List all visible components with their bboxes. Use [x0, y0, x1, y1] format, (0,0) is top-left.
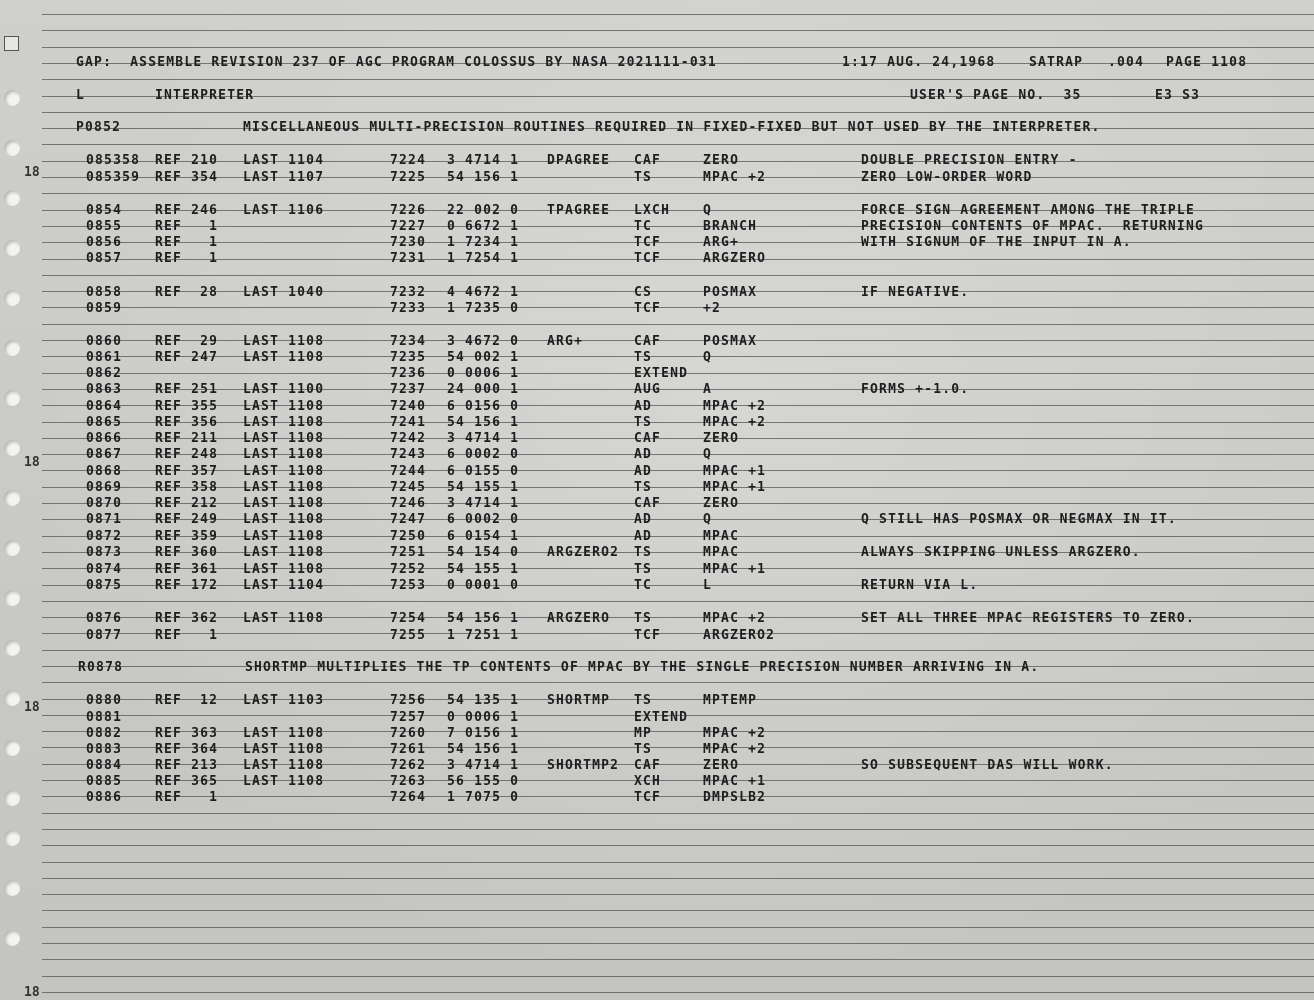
- comment-text: RETURN VIA L.: [861, 578, 979, 593]
- opcode: TCF: [634, 628, 662, 643]
- last-ref-field: LAST 1108: [243, 562, 325, 577]
- operand: MPAC +2: [703, 399, 767, 414]
- address: 7231: [390, 251, 427, 266]
- operand: MPAC +2: [703, 726, 767, 741]
- section-name: INTERPRETER: [155, 88, 255, 103]
- address: 7247: [390, 512, 427, 527]
- ref-field: REF 1: [155, 219, 219, 234]
- machine-code: 6 0155 0: [447, 464, 520, 479]
- ref-field: REF 210: [155, 153, 219, 168]
- opcode: TC: [634, 578, 653, 593]
- opcode: TC: [634, 219, 653, 234]
- opcode: CAF: [634, 758, 662, 773]
- address: 7263: [390, 774, 427, 789]
- opcode: CAF: [634, 334, 662, 349]
- code-row: [0, 710, 1314, 726]
- machine-code: 54 156 1: [447, 415, 520, 430]
- page-code: E3 S3: [1155, 88, 1201, 103]
- address: 7224: [390, 153, 427, 168]
- ref-field: REF 360: [155, 545, 219, 560]
- comment-text: PRECISION CONTENTS OF MPAC. RETURNING: [861, 219, 1205, 234]
- operand: MPAC +2: [703, 611, 767, 626]
- label-field: ARGZERO2: [547, 545, 620, 560]
- code-row: [0, 529, 1314, 545]
- opcode: TCF: [634, 235, 662, 250]
- opcode: TCF: [634, 251, 662, 266]
- line-number: 0880: [86, 693, 123, 708]
- header-title: GAP: ASSEMBLE REVISION 237 OF AGC PROGRAM COLOSSUS BY NASA 2021111-031: [76, 55, 717, 70]
- opcode: AD: [634, 512, 653, 527]
- line-number: 0857: [86, 251, 123, 266]
- machine-code: 22 002 0: [447, 203, 520, 218]
- code-row: [0, 496, 1314, 512]
- line-number: 0883: [86, 742, 123, 757]
- margin-mark: 18: [24, 700, 40, 715]
- operand: MPAC +1: [703, 774, 767, 789]
- code-row: [0, 464, 1314, 480]
- ref-field: REF 365: [155, 774, 219, 789]
- code-row: [0, 415, 1314, 431]
- last-ref-field: LAST 1108: [243, 496, 325, 511]
- address: 7241: [390, 415, 427, 430]
- operand: MPAC +1: [703, 562, 767, 577]
- operand: A: [703, 382, 713, 397]
- code-row: [0, 382, 1314, 398]
- last-ref-field: LAST 1108: [243, 726, 325, 741]
- operand: ARG+: [703, 235, 740, 250]
- comment-text: SO SUBSEQUENT DAS WILL WORK.: [861, 758, 1114, 773]
- header-operator: SATRAP: [1029, 55, 1084, 70]
- opcode: TS: [634, 350, 653, 365]
- last-ref-field: LAST 1106: [243, 203, 325, 218]
- address: 7256: [390, 693, 427, 708]
- opcode: TS: [634, 693, 653, 708]
- operand: DMPSLB2: [703, 790, 767, 805]
- ref-field: REF 357: [155, 464, 219, 479]
- code-row: [0, 251, 1314, 267]
- opcode: CAF: [634, 431, 662, 446]
- ref-field: REF 355: [155, 399, 219, 414]
- line-number: 0885: [86, 774, 123, 789]
- operand: MPAC +2: [703, 170, 767, 185]
- machine-code: 24 000 1: [447, 382, 520, 397]
- opcode: XCH: [634, 774, 662, 789]
- ref-field: REF 364: [155, 742, 219, 757]
- comment-text: ALWAYS SKIPPING UNLESS ARGZERO.: [861, 545, 1141, 560]
- operand: ZERO: [703, 153, 740, 168]
- code-row: [0, 790, 1314, 806]
- address: 7245: [390, 480, 427, 495]
- line-number: 0859: [86, 301, 123, 316]
- machine-code: 6 0002 0: [447, 512, 520, 527]
- operand: ZERO: [703, 758, 740, 773]
- machine-code: 6 0002 0: [447, 447, 520, 462]
- opcode: TS: [634, 545, 653, 560]
- line-number: 0863: [86, 382, 123, 397]
- ref-field: REF 354: [155, 170, 219, 185]
- machine-code: 0 0006 1: [447, 366, 520, 381]
- line-number: 085358: [86, 153, 141, 168]
- line-number: 0866: [86, 431, 123, 446]
- last-ref-field: LAST 1107: [243, 170, 325, 185]
- last-ref-field: LAST 1108: [243, 545, 325, 560]
- code-row: [0, 693, 1314, 709]
- code-row: [0, 366, 1314, 382]
- ref-field: REF 211: [155, 431, 219, 446]
- line-number: 0854: [86, 203, 123, 218]
- code-row: [0, 334, 1314, 350]
- last-ref-field: LAST 1104: [243, 578, 325, 593]
- opcode: TS: [634, 415, 653, 430]
- line-number: 0864: [86, 399, 123, 414]
- opcode: LXCH: [634, 203, 671, 218]
- operand: Q: [703, 447, 713, 462]
- machine-code: 7 0156 1: [447, 726, 520, 741]
- last-ref-field: LAST 1108: [243, 480, 325, 495]
- address: 7262: [390, 758, 427, 773]
- address: 7260: [390, 726, 427, 741]
- address: 7243: [390, 447, 427, 462]
- last-ref-field: LAST 1108: [243, 774, 325, 789]
- address: 7254: [390, 611, 427, 626]
- machine-code: 6 0154 1: [447, 529, 520, 544]
- ref-field: REF 29: [155, 334, 219, 349]
- code-row: [0, 758, 1314, 774]
- machine-code: 1 7235 0: [447, 301, 520, 316]
- opcode: TS: [634, 562, 653, 577]
- ref-field: REF 1: [155, 790, 219, 805]
- line-number: 0875: [86, 578, 123, 593]
- label-field: SHORTMP: [547, 693, 611, 708]
- ref-field: REF 1: [155, 628, 219, 643]
- ref-field: REF 356: [155, 415, 219, 430]
- address: 7264: [390, 790, 427, 805]
- machine-code: 54 002 1: [447, 350, 520, 365]
- machine-code: 0 6672 1: [447, 219, 520, 234]
- section-header: [0, 88, 1314, 104]
- line-number: 0876: [86, 611, 123, 626]
- label-field: DPAGREE: [547, 153, 611, 168]
- opcode: TS: [634, 742, 653, 757]
- user-page: USER'S PAGE NO. 35: [910, 88, 1082, 103]
- comment-text: IF NEGATIVE.: [861, 285, 970, 300]
- operand: MPAC +1: [703, 480, 767, 495]
- line-number: 0873: [86, 545, 123, 560]
- ref-field: REF 12: [155, 693, 219, 708]
- ref-field: REF 246: [155, 203, 219, 218]
- address: 7255: [390, 628, 427, 643]
- last-ref-field: LAST 1108: [243, 742, 325, 757]
- last-ref-field: LAST 1108: [243, 512, 325, 527]
- address: 7244: [390, 464, 427, 479]
- comment-text: FORCE SIGN AGREEMENT AMONG THE TRIPLE: [861, 203, 1195, 218]
- operand: MPAC +2: [703, 415, 767, 430]
- label-field: ARGZERO: [547, 611, 611, 626]
- machine-code: 1 7254 1: [447, 251, 520, 266]
- address: 7250: [390, 529, 427, 544]
- opcode: TS: [634, 480, 653, 495]
- address: 7236: [390, 366, 427, 381]
- margin-mark: 18: [24, 165, 40, 180]
- machine-code: 6 0156 0: [447, 399, 520, 414]
- machine-code: 0 0001 0: [447, 578, 520, 593]
- line-number: 0881: [86, 710, 123, 725]
- operand: ZERO: [703, 496, 740, 511]
- ref-field: REF 1: [155, 235, 219, 250]
- address: 7225: [390, 170, 427, 185]
- opcode: AD: [634, 399, 653, 414]
- comment-line: [0, 120, 1314, 136]
- code-row: [0, 219, 1314, 235]
- ref-field: REF 247: [155, 350, 219, 365]
- address: 7240: [390, 399, 427, 414]
- code-row: [0, 562, 1314, 578]
- code-row: [0, 774, 1314, 790]
- last-ref-field: LAST 1040: [243, 285, 325, 300]
- operand: MPAC: [703, 529, 740, 544]
- address: 7227: [390, 219, 427, 234]
- ref-field: REF 213: [155, 758, 219, 773]
- line-number: 0858: [86, 285, 123, 300]
- opcode: TS: [634, 611, 653, 626]
- comment-line-number: P0852: [76, 120, 122, 135]
- address: 7226: [390, 203, 427, 218]
- machine-code: 54 154 0: [447, 545, 520, 560]
- ref-field: REF 212: [155, 496, 219, 511]
- opcode: AD: [634, 447, 653, 462]
- line-number: 0870: [86, 496, 123, 511]
- operand: ARGZERO2: [703, 628, 776, 643]
- comment-line: [0, 660, 1314, 676]
- log-section: L: [76, 88, 86, 103]
- label-field: SHORTMP2: [547, 758, 620, 773]
- line-number: 0872: [86, 529, 123, 544]
- code-row: [0, 628, 1314, 644]
- last-ref-field: LAST 1108: [243, 758, 325, 773]
- header-timestamp: 1:17 AUG. 24,1968: [842, 55, 996, 70]
- last-ref-field: LAST 1108: [243, 399, 325, 414]
- ref-field: REF 362: [155, 611, 219, 626]
- line-number: 0868: [86, 464, 123, 479]
- address: 7234: [390, 334, 427, 349]
- operand: ARGZERO: [703, 251, 767, 266]
- machine-code: 4 4672 1: [447, 285, 520, 300]
- label-field: ARG+: [547, 334, 584, 349]
- address: 7251: [390, 545, 427, 560]
- operand: POSMAX: [703, 334, 758, 349]
- opcode: CS: [634, 285, 653, 300]
- opcode: AD: [634, 529, 653, 544]
- operand: MPAC +1: [703, 464, 767, 479]
- comment-text: ZERO LOW-ORDER WORD: [861, 170, 1033, 185]
- machine-code: 0 0006 1: [447, 710, 520, 725]
- line-number: 0882: [86, 726, 123, 741]
- code-row: [0, 153, 1314, 169]
- opcode: EXTEND: [634, 710, 689, 725]
- margin-mark: 18: [24, 985, 40, 1000]
- machine-code: 54 135 1: [447, 693, 520, 708]
- machine-code: 54 155 1: [447, 562, 520, 577]
- comment-text: DOUBLE PRECISION ENTRY -: [861, 153, 1078, 168]
- line-number: 0856: [86, 235, 123, 250]
- code-row: [0, 235, 1314, 251]
- line-number: 0877: [86, 628, 123, 643]
- last-ref-field: LAST 1108: [243, 464, 325, 479]
- address: 7246: [390, 496, 427, 511]
- ref-field: REF 363: [155, 726, 219, 741]
- last-ref-field: LAST 1108: [243, 334, 325, 349]
- code-row: [0, 742, 1314, 758]
- comment-line-text: MISCELLANEOUS MULTI-PRECISION ROUTINES REQUIRED IN FIXED-FIXED BUT NOT USED BY THE INTERPRETER.: [243, 120, 1101, 135]
- line-number: 0861: [86, 350, 123, 365]
- operand: Q: [703, 512, 713, 527]
- last-ref-field: LAST 1108: [243, 350, 325, 365]
- machine-code: 56 155 0: [447, 774, 520, 789]
- address: 7232: [390, 285, 427, 300]
- last-ref-field: LAST 1108: [243, 415, 325, 430]
- opcode: CAF: [634, 153, 662, 168]
- line-number: 0862: [86, 366, 123, 381]
- label-field: TPAGREE: [547, 203, 611, 218]
- page-header: [0, 55, 1314, 71]
- machine-code: 3 4714 1: [447, 758, 520, 773]
- code-row: [0, 447, 1314, 463]
- address: 7252: [390, 562, 427, 577]
- header-page: PAGE 1108: [1166, 55, 1248, 70]
- address: 7233: [390, 301, 427, 316]
- ref-field: REF 358: [155, 480, 219, 495]
- line-number: 0886: [86, 790, 123, 805]
- address: 7261: [390, 742, 427, 757]
- operand: L: [703, 578, 713, 593]
- code-row: [0, 545, 1314, 561]
- last-ref-field: LAST 1108: [243, 529, 325, 544]
- ref-field: REF 28: [155, 285, 219, 300]
- line-number: 0860: [86, 334, 123, 349]
- machine-code: 3 4714 1: [447, 153, 520, 168]
- code-row: [0, 350, 1314, 366]
- opcode: TS: [634, 170, 653, 185]
- last-ref-field: LAST 1104: [243, 153, 325, 168]
- opcode: TCF: [634, 301, 662, 316]
- code-row: [0, 431, 1314, 447]
- opcode: MP: [634, 726, 653, 741]
- last-ref-field: LAST 1100: [243, 382, 325, 397]
- operand: POSMAX: [703, 285, 758, 300]
- opcode: EXTEND: [634, 366, 689, 381]
- operand: Q: [703, 203, 713, 218]
- ref-field: REF 172: [155, 578, 219, 593]
- ref-field: REF 249: [155, 512, 219, 527]
- operand: MPTEMP: [703, 693, 758, 708]
- comment-text: WITH SIGNUM OF THE INPUT IN A.: [861, 235, 1132, 250]
- machine-code: 1 7075 0: [447, 790, 520, 805]
- machine-code: 1 7234 1: [447, 235, 520, 250]
- comment-line-text: SHORTMP MULTIPLIES THE TP CONTENTS OF MPAC BY THE SINGLE PRECISION NUMBER ARRIVING IN A.: [245, 660, 1040, 675]
- code-row: [0, 480, 1314, 496]
- code-row: [0, 611, 1314, 627]
- last-ref-field: LAST 1108: [243, 611, 325, 626]
- line-number: 0884: [86, 758, 123, 773]
- code-row: [0, 512, 1314, 528]
- machine-code: 54 156 1: [447, 170, 520, 185]
- code-row: [0, 285, 1314, 301]
- comment-text: Q STILL HAS POSMAX OR NEGMAX IN IT.: [861, 512, 1177, 527]
- opcode: AD: [634, 464, 653, 479]
- comment-text: FORMS +-1.0.: [861, 382, 970, 397]
- code-row: [0, 726, 1314, 742]
- address: 7230: [390, 235, 427, 250]
- last-ref-field: LAST 1108: [243, 431, 325, 446]
- machine-code: 54 155 1: [447, 480, 520, 495]
- header-job: .004: [1108, 55, 1145, 70]
- code-row: [0, 203, 1314, 219]
- line-number: 0869: [86, 480, 123, 495]
- machine-code: 3 4714 1: [447, 431, 520, 446]
- machine-code: 3 4672 0: [447, 334, 520, 349]
- code-row: [0, 170, 1314, 186]
- address: 7253: [390, 578, 427, 593]
- ref-field: REF 248: [155, 447, 219, 462]
- address: 7237: [390, 382, 427, 397]
- comment-line-number: R0878: [78, 660, 124, 675]
- line-number: 0871: [86, 512, 123, 527]
- operand: +2: [703, 301, 722, 316]
- machine-code: 1 7251 1: [447, 628, 520, 643]
- ref-field: REF 1: [155, 251, 219, 266]
- address: 7235: [390, 350, 427, 365]
- operand: MPAC +2: [703, 742, 767, 757]
- opcode: CAF: [634, 496, 662, 511]
- machine-code: 54 156 1: [447, 611, 520, 626]
- ref-field: REF 251: [155, 382, 219, 397]
- line-number: 0855: [86, 219, 123, 234]
- margin-mark: 18: [24, 455, 40, 470]
- line-number: 085359: [86, 170, 141, 185]
- operand: MPAC: [703, 545, 740, 560]
- line-number: 0874: [86, 562, 123, 577]
- comment-text: SET ALL THREE MPAC REGISTERS TO ZERO.: [861, 611, 1195, 626]
- ref-field: REF 359: [155, 529, 219, 544]
- code-row: [0, 578, 1314, 594]
- machine-code: 3 4714 1: [447, 496, 520, 511]
- last-ref-field: LAST 1108: [243, 447, 325, 462]
- last-ref-field: LAST 1103: [243, 693, 325, 708]
- line-number: 0865: [86, 415, 123, 430]
- code-row: [0, 301, 1314, 317]
- address: 7242: [390, 431, 427, 446]
- line-number: 0867: [86, 447, 123, 462]
- address: 7257: [390, 710, 427, 725]
- operand: ZERO: [703, 431, 740, 446]
- machine-code: 54 156 1: [447, 742, 520, 757]
- operand: BRANCH: [703, 219, 758, 234]
- code-row: [0, 399, 1314, 415]
- operand: Q: [703, 350, 713, 365]
- ref-field: REF 361: [155, 562, 219, 577]
- opcode: TCF: [634, 790, 662, 805]
- opcode: AUG: [634, 382, 662, 397]
